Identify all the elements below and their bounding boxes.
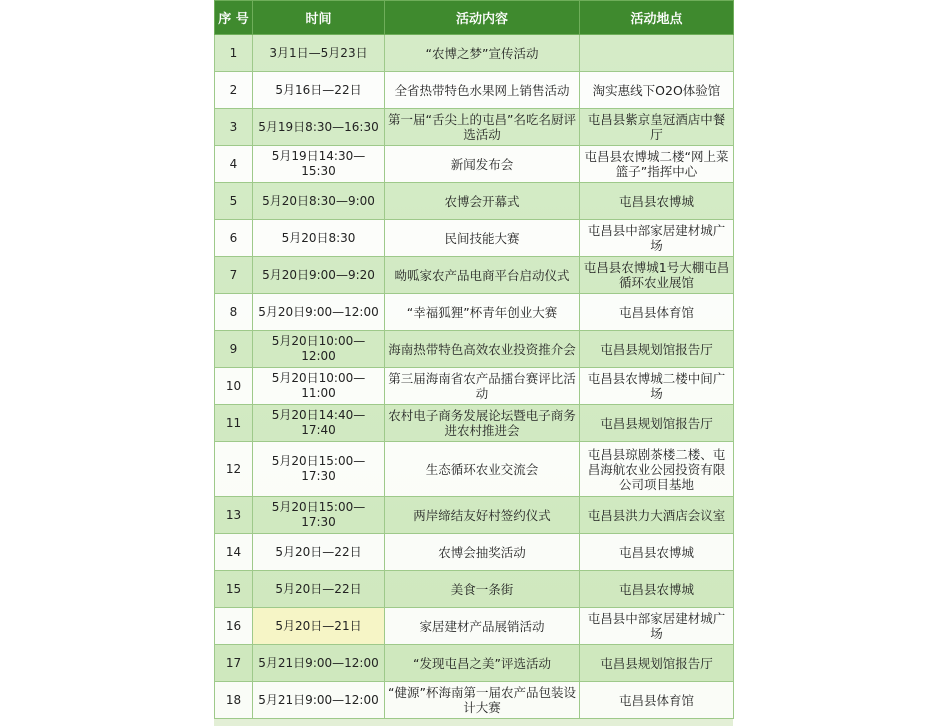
cell-time: 5月20日8:30—9:00 — [253, 183, 385, 220]
cell-activity: “农博之梦”宣传活动 — [385, 35, 580, 72]
cell-number: 3 — [215, 109, 253, 146]
cell-location: 屯昌县体育馆 — [580, 294, 734, 331]
table-row — [215, 442, 734, 497]
cell-location: 屯昌县紫京皇冠酒店中餐厅 — [580, 109, 734, 146]
cell-number: 1 — [215, 35, 253, 72]
cell-location: 屯昌县洪力大酒店会议室 — [580, 497, 734, 534]
cell-activity: 民间技能大赛 — [385, 220, 580, 257]
table-row — [215, 682, 734, 719]
event-schedule-table — [214, 0, 734, 719]
cell-number: 6 — [215, 220, 253, 257]
cell-number: 18 — [215, 682, 253, 719]
cell-location: 屯昌县农博城1号大棚屯昌循环农业展馆 — [580, 257, 734, 294]
cell-location: 屯昌县中部家居建材城广场 — [580, 220, 734, 257]
cell-activity: 海南热带特色高效农业投资推介会 — [385, 331, 580, 368]
table-row — [215, 368, 734, 405]
cell-activity: 农村电子商务发展论坛暨电子商务进农村推进会 — [385, 405, 580, 442]
cell-number: 14 — [215, 534, 253, 571]
cell-activity: 生态循环农业交流会 — [385, 442, 580, 497]
cell-activity: 家居建材产品展销活动 — [385, 608, 580, 645]
cell-time: 5月20日—22日 — [253, 534, 385, 571]
cell-activity: 呦呱家农产品电商平台启动仪式 — [385, 257, 580, 294]
cell-activity: “发现屯昌之美”评选活动 — [385, 645, 580, 682]
cell-activity: “幸福狐狸”杯青年创业大赛 — [385, 294, 580, 331]
cell-location: 屯昌县农博城二楼“网上菜篮子”指挥中心 — [580, 146, 734, 183]
cell-time: 3月1日—5月23日 — [253, 35, 385, 72]
table-row — [215, 35, 734, 72]
cell-activity: “健源”杯海南第一届农产品包装设计大赛 — [385, 682, 580, 719]
table-row — [215, 571, 734, 608]
cell-activity: 美食一条街 — [385, 571, 580, 608]
cell-location: 屯昌县农博城 — [580, 571, 734, 608]
table-row — [215, 497, 734, 534]
header-time: 时间 — [253, 1, 385, 35]
table-row — [215, 146, 734, 183]
table-header-row — [215, 1, 734, 35]
cell-activity: 第三届海南省农产品擂台赛评比活动 — [385, 368, 580, 405]
cell-number: 10 — [215, 368, 253, 405]
cell-location: 屯昌县体育馆 — [580, 682, 734, 719]
cell-number: 5 — [215, 183, 253, 220]
cell-time: 5月20日9:00—9:20 — [253, 257, 385, 294]
cell-activity: 农博会开幕式 — [385, 183, 580, 220]
cell-time: 5月20日9:00—12:00 — [253, 294, 385, 331]
header-location: 活动地点 — [580, 1, 734, 35]
cell-number: 8 — [215, 294, 253, 331]
table-row — [215, 294, 734, 331]
cell-location — [580, 35, 734, 72]
cell-number: 7 — [215, 257, 253, 294]
cell-time: 5月20日8:30 — [253, 220, 385, 257]
cell-time: 5月20日—22日 — [253, 571, 385, 608]
table-row — [215, 109, 734, 146]
cell-time: 5月20日15:00—17:30 — [253, 442, 385, 497]
cell-time: 5月20日10:00—12:00 — [253, 331, 385, 368]
cell-number: 15 — [215, 571, 253, 608]
table-row — [215, 645, 734, 682]
cell-number: 17 — [215, 645, 253, 682]
cell-number: 16 — [215, 608, 253, 645]
cell-time: 5月21日9:00—12:00 — [253, 682, 385, 719]
cell-activity: 第一届“舌尖上的屯昌”名吃名厨评选活动 — [385, 109, 580, 146]
table-row — [215, 608, 734, 645]
cell-activity: 全省热带特色水果网上销售活动 — [385, 72, 580, 109]
header-activity: 活动内容 — [385, 1, 580, 35]
header-number: 序 号 — [215, 1, 253, 35]
cell-time: 5月19日14:30—15:30 — [253, 146, 385, 183]
cell-activity: 农博会抽奖活动 — [385, 534, 580, 571]
table-row — [215, 534, 734, 571]
cell-number: 4 — [215, 146, 253, 183]
cell-location: 屯昌县规划馆报告厅 — [580, 645, 734, 682]
cell-number: 12 — [215, 442, 253, 497]
cell-time: 5月16日—22日 — [253, 72, 385, 109]
cell-location: 屯昌县中部家居建材城广场 — [580, 608, 734, 645]
table-row — [215, 405, 734, 442]
table-row — [215, 220, 734, 257]
cell-location: 屯昌县琼剧茶楼二楼、屯昌海航农业公园投资有限公司项目基地 — [580, 442, 734, 497]
cell-time: 5月20日10:00—11:00 — [253, 368, 385, 405]
cell-location: 屯昌县农博城 — [580, 183, 734, 220]
cell-number: 11 — [215, 405, 253, 442]
cell-number: 2 — [215, 72, 253, 109]
table-row — [215, 257, 734, 294]
cell-location: 屯昌县农博城 — [580, 534, 734, 571]
cell-location: 淘实惠线下O2O体验馆 — [580, 72, 734, 109]
cell-location: 屯昌县农博城二楼中间广场 — [580, 368, 734, 405]
table-row — [215, 331, 734, 368]
cell-activity: 新闻发布会 — [385, 146, 580, 183]
table-row — [215, 72, 734, 109]
table-row — [215, 183, 734, 220]
cell-time: 5月20日14:40—17:40 — [253, 405, 385, 442]
cell-time: 5月19日8:30—16:30 — [253, 109, 385, 146]
cell-activity: 两岸缔结友好村签约仪式 — [385, 497, 580, 534]
cell-number: 13 — [215, 497, 253, 534]
cell-location: 屯昌县规划馆报告厅 — [580, 331, 734, 368]
cell-location: 屯昌县规划馆报告厅 — [580, 405, 734, 442]
cell-number: 9 — [215, 331, 253, 368]
cell-time: 5月20日15:00—17:30 — [253, 497, 385, 534]
cell-time: 5月21日9:00—12:00 — [253, 645, 385, 682]
cell-time: 5月20日—21日 — [253, 608, 385, 645]
